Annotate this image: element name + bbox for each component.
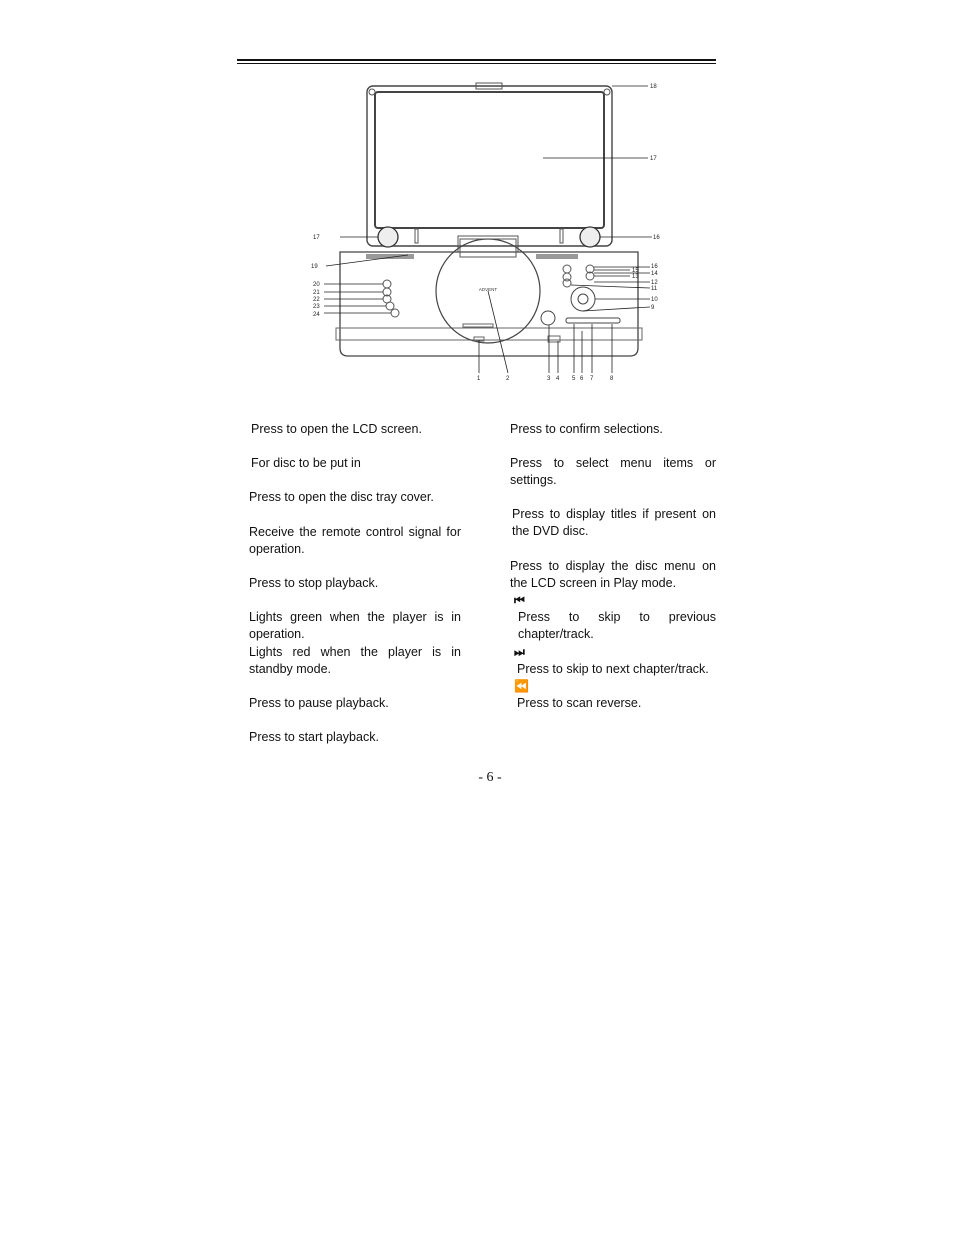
scan-reverse-icon: ⏪ [514,679,529,693]
callout-8: 8 [610,376,614,382]
desc-disc-tray: For disc to be put in [251,456,361,470]
callout-20: 19 [311,264,318,270]
callout-17-left: 17 [313,235,320,241]
desc-power-red: Lights red when the player is in standby mode. [249,645,461,676]
desc-title: Press to display titles if present on the DVD disc. [512,507,716,538]
header-rule-thin [237,63,716,64]
next-track-icon: ⏭ [514,645,525,659]
callout-21: 20 [313,282,320,288]
callout-6: 6 [580,376,584,382]
desc-nav-arrows: Press to select menu items or settings. [510,456,716,487]
right-speaker [580,227,600,247]
callout-24: 23 [313,304,320,310]
callout-7: 7 [590,376,594,382]
desc-play: Press to start playback. [249,730,379,744]
callout-22: 21 [313,290,320,296]
lcd-lid [367,86,612,246]
disc-label: ADVENT [478,287,498,292]
callout-15: 15 [632,268,639,274]
callout-10: 10 [651,297,658,303]
callout-4: 4 [556,376,560,382]
callout-5: 5 [572,376,576,382]
callout-25: 24 [313,312,320,318]
desc-open-lcd: Press to open the LCD screen. [251,422,422,436]
desc-open-tray-cover: Press to open the disc tray cover. [249,490,434,504]
desc-remote-sensor: Receive the remote control signal for operation. [249,525,461,556]
callout-3: 3 [547,376,551,382]
desc-next: Press to skip to next chapter/track. [517,662,709,676]
lcd-screen [375,92,604,228]
callout-11: 11 [651,286,658,292]
desc-pause: Press to pause playback. [249,696,389,710]
callout-9: 9 [651,305,655,311]
desc-prev: Press to skip to previous chapter/track. [518,610,716,641]
page-number: - 6 - [478,770,502,785]
header-rule [237,59,716,61]
desc-reverse: Press to scan reverse. [517,696,642,710]
callout-19: 18 [650,84,657,90]
callout-13: 13 [632,274,639,280]
nav-pad [571,287,595,311]
left-speaker [378,227,398,247]
desc-stop: Press to stop playback. [249,576,379,590]
callout-18: 17 [650,156,657,162]
callout-16: 16 [651,264,658,270]
callout-14: 14 [651,271,658,277]
callout-12: 12 [651,280,658,286]
dvd-player-diagram [300,78,670,388]
prev-track-icon: ⏮ [514,593,525,607]
desc-menu: Press to display the disc menu on the LCD screen in Play mode. [510,559,716,590]
callout-23: 22 [313,297,320,303]
desc-enter: Press to confirm selections. [510,422,663,436]
callout-2: 2 [506,376,510,382]
desc-power-green: Lights green when the player is in operation. [249,610,461,641]
callout-17-right: 16 [653,235,660,241]
callout-1: 1 [477,376,481,382]
